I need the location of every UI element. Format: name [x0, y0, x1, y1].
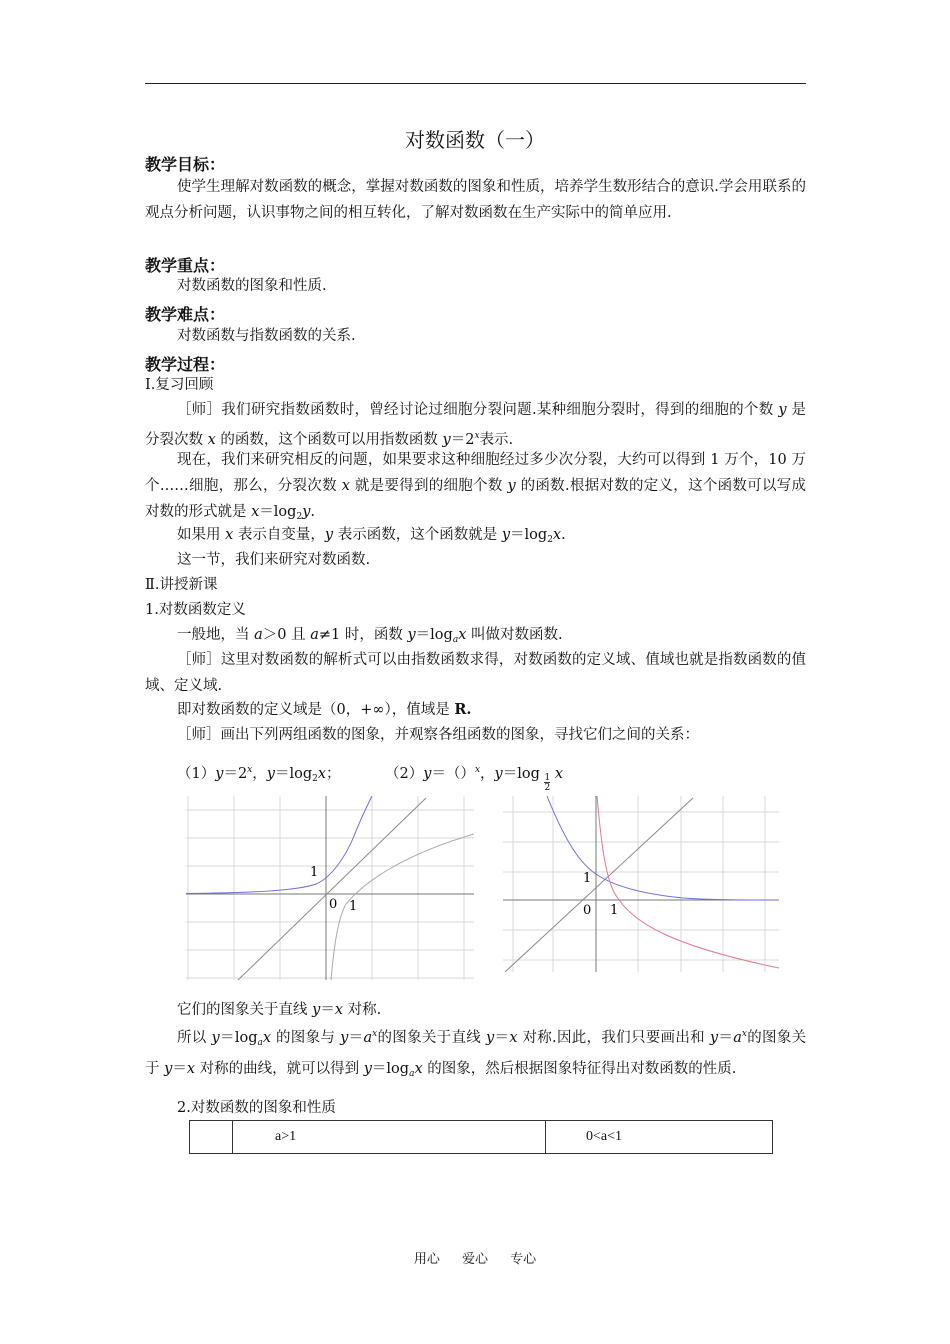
definition-text: 一般地，当 a＞0 且 a≠1 时，函数 $y=\log_ax$ 叫做对数函数.: [177, 627, 563, 645]
symmetry-statement: 它们的图象关于直线 y＝x 对称.: [177, 1002, 382, 1018]
graph-1-label: $(1)y=2^x$，$y=\log_2x$；: [177, 765, 341, 784]
page-title: 对数函数（一）: [405, 128, 545, 152]
table-corner-cell: [190, 1121, 233, 1154]
properties-table: [189, 1120, 773, 1154]
paragraph-teacher-1: ［师］这里对数函数的解析式可以由指数函数求得，对数函数的定义域、值域也就是指数函数的值域、定义域.: [145, 652, 806, 694]
section-review: Ⅰ.复习回顾: [145, 377, 214, 393]
label-one-y: 1: [310, 865, 319, 880]
graph-exp-log-base-2: [186, 796, 474, 980]
paragraph-teacher-2: ［师］画出下列两组函数的图象，并观察各组函数的图象，寻找它们之间的关系：: [177, 727, 699, 743]
heading-goal: 教学目标：: [145, 155, 226, 174]
paragraph-review-2: 现在，我们来研究相反的问题，如果要求这种细胞经过多少次分裂，大约可以得到 1 万个，10 万个……细胞，那么，分裂次数 x 就是要得到的细胞个数 y 的函数.根据对数的定义，这个函数可以写成对数的形式就是 $x=\log_2y$.: [145, 452, 807, 522]
heading-difficult: 教学难点：: [145, 305, 226, 324]
difficult-text: 对数函数与指数函数的关系.: [177, 328, 356, 344]
label-one-x-2: 1: [610, 903, 619, 918]
paragraph-review-1: ［师］我们研究指数函数时，曾经讨论过细胞分裂问题.某种细胞分裂时，得到的细胞的个数 y 是分裂次数 x 的函数，这个函数可以用指数函数 $y=2^x$表示.: [145, 402, 807, 448]
label-zero: 0: [329, 897, 338, 912]
label-one-x: 1: [349, 899, 358, 914]
table-header-a-lt-1: 0<a<1: [546, 1121, 773, 1154]
paragraph-symmetry: 所以 $y=\log_ax$ 的图象与 $y=a^x$的图象关于直线 y＝x 对称.因此，我们只要画出和 $y=a^x$的图象关于 y＝x 对称的曲线，就可以得到 $y=\log_ax$ 的图象，然后根据图象特征得出对数函数的性质.: [145, 1029, 807, 1079]
label-one-y-2: 1: [583, 871, 592, 886]
heading-process: 教学过程：: [145, 355, 226, 374]
line-y-equals-x: [238, 798, 426, 980]
subsection-graph-properties: 2.对数函数的图象和性质: [177, 1100, 336, 1116]
line-y-equals-x-2: [505, 798, 693, 972]
graph-2-label: （2）y＝（）$^x$，$y=\log \frac{1}{2}$ x: [385, 765, 564, 793]
paragraph-review-3: 如果用 x 表示自变量，y 表示函数，这个函数就是 $y=\log_2x$.: [177, 527, 566, 545]
key-text: 对数函数的图象和性质.: [177, 278, 327, 294]
subsection-definition: 1.对数函数定义: [145, 602, 246, 618]
header-rule: [145, 83, 806, 84]
heading-key: 教学重点：: [145, 256, 226, 275]
table-header-a-gt-1: a>1: [233, 1121, 546, 1154]
curve-exp-2: [186, 796, 372, 894]
domain-range-text: 即对数函数的定义域是（0，+∞），值域是 R.: [177, 701, 472, 718]
curve-log-half: [597, 796, 779, 968]
goal-paragraph: 使学生理解对数函数的概念，掌握对数函数的图象和性质，培养学生数形结合的意识.学会用联系的观点分析问题，认识事物之间的相互转化，了解对数函数在生产实际中的简单应用.: [145, 179, 806, 221]
label-zero-2: 0: [583, 903, 592, 918]
paragraph-review-4: 这一节，我们来研究对数函数.: [177, 552, 371, 568]
footer: 用心 爱心 专心: [413, 1252, 537, 1267]
section-new: Ⅱ.讲授新课: [145, 577, 218, 593]
graph-half-exp-log: [503, 796, 779, 972]
